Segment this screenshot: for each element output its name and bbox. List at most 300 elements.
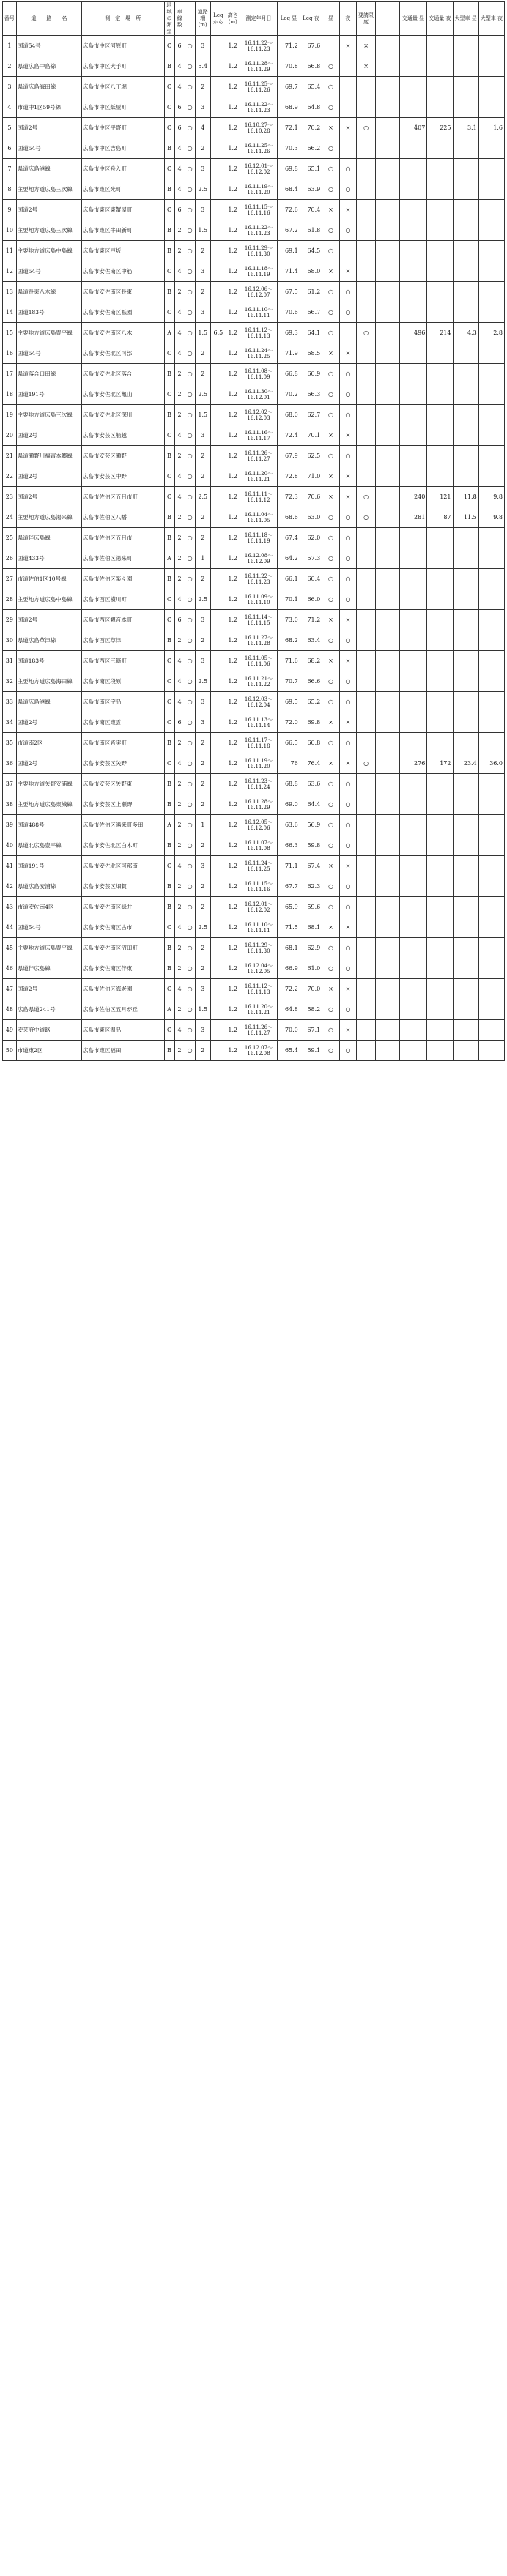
cell-road-name: 広島県道241号 [16, 999, 81, 1020]
cell-lanes: 6 [174, 200, 185, 220]
cell-traffic-night [427, 1041, 453, 1061]
cell-road-name: 国道2号 [16, 753, 81, 774]
cell-limit-status [357, 548, 376, 569]
cell-mark: ○ [185, 384, 195, 405]
cell-large-day: 4.3 [453, 323, 478, 343]
cell-category: C [164, 610, 174, 630]
cell-distance-b [210, 671, 226, 692]
cell-traffic-day [399, 630, 427, 651]
cell-traffic-day [399, 528, 427, 548]
cell-traffic-night: 214 [427, 323, 453, 343]
cell-distance-b [210, 200, 226, 220]
cell-large-night: 9.8 [478, 487, 504, 507]
cell-leq-night: 67.1 [300, 1020, 322, 1041]
cell-env-day: ○ [322, 589, 339, 610]
cell-traffic-day [399, 1020, 427, 1041]
cell-category: B [164, 835, 174, 856]
cell-lanes: 4 [174, 77, 185, 97]
table-row [3, 261, 505, 282]
cell-traffic-night [427, 610, 453, 630]
cell-blank [375, 938, 399, 958]
cell-mark: ○ [185, 897, 195, 917]
cell-blank [375, 77, 399, 97]
cell-traffic-night [427, 733, 453, 753]
cell-height: 1.2 [226, 897, 240, 917]
cell-date: 16.11.22〜16.11.23 [240, 36, 278, 56]
cell-env-night: ○ [339, 159, 356, 179]
table-row [3, 630, 505, 651]
cell-row-no: 45 [3, 938, 17, 958]
cell-traffic-night [427, 712, 453, 733]
cell-traffic-day [399, 282, 427, 302]
cell-leq-night: 76.4 [300, 753, 322, 774]
cell-height: 1.2 [226, 200, 240, 220]
cell-road-name: 国道183号 [16, 302, 81, 323]
cell-large-day [453, 589, 478, 610]
cell-large-night [478, 220, 504, 241]
cell-distance-a: 1.5 [195, 323, 210, 343]
cell-mark: ○ [185, 466, 195, 487]
cell-category: A [164, 815, 174, 835]
cell-category: B [164, 630, 174, 651]
cell-distance-b [210, 651, 226, 671]
cell-traffic-night [427, 241, 453, 261]
cell-large-night [478, 651, 504, 671]
cell-lanes: 4 [174, 979, 185, 999]
cell-date: 16.11.22〜16.11.23 [240, 97, 278, 118]
cell-leq-day: 67.9 [278, 446, 300, 466]
cell-height: 1.2 [226, 938, 240, 958]
table-row [3, 753, 505, 774]
cell-height: 1.2 [226, 589, 240, 610]
header-traffic-night: 交通量 夜 [427, 2, 453, 36]
cell-date: 16.11.27〜16.11.28 [240, 630, 278, 651]
cell-road-name: 主要地方道広島豊平線 [16, 938, 81, 958]
cell-env-night: × [339, 856, 356, 876]
cell-date: 16.11.28〜16.11.29 [240, 794, 278, 815]
cell-blank [375, 241, 399, 261]
cell-distance-a: 2 [195, 343, 210, 364]
cell-road-name: 国道488号 [16, 815, 81, 835]
cell-location: 広島市安佐南区祇園 [81, 302, 164, 323]
cell-env-day: ○ [322, 507, 339, 528]
table-row [3, 1020, 505, 1041]
cell-env-night: ○ [339, 692, 356, 712]
cell-leq-night: 65.2 [300, 692, 322, 712]
cell-traffic-day [399, 958, 427, 979]
cell-leq-night: 70.6 [300, 487, 322, 507]
cell-lanes: 4 [174, 323, 185, 343]
cell-traffic-day [399, 815, 427, 835]
cell-height: 1.2 [226, 261, 240, 282]
header-road: 道 路 名 [16, 2, 81, 36]
cell-limit-status [357, 97, 376, 118]
cell-category: C [164, 77, 174, 97]
cell-large-night [478, 692, 504, 712]
cell-category: C [164, 712, 174, 733]
cell-leq-day: 69.3 [278, 323, 300, 343]
cell-mark: ○ [185, 220, 195, 241]
cell-leq-night: 70.2 [300, 118, 322, 138]
cell-limit-status [357, 815, 376, 835]
cell-traffic-day [399, 364, 427, 384]
cell-date: 16.11.11〜16.11.12 [240, 487, 278, 507]
cell-mark: ○ [185, 938, 195, 958]
cell-distance-a: 1.5 [195, 405, 210, 425]
cell-location: 広島市安佐南区八木 [81, 323, 164, 343]
cell-category: B [164, 958, 174, 979]
cell-large-day [453, 958, 478, 979]
cell-large-day [453, 138, 478, 159]
cell-lanes: 2 [174, 241, 185, 261]
cell-env-day: ○ [322, 77, 339, 97]
cell-limit-status [357, 200, 376, 220]
cell-blank [375, 118, 399, 138]
cell-leq-night: 60.4 [300, 569, 322, 589]
cell-category: C [164, 261, 174, 282]
cell-traffic-night [427, 835, 453, 856]
cell-category: A [164, 548, 174, 569]
cell-mark: ○ [185, 753, 195, 774]
cell-mark: ○ [185, 425, 195, 446]
cell-leq-day: 72.1 [278, 118, 300, 138]
cell-limit-status: ○ [357, 507, 376, 528]
cell-traffic-night [427, 856, 453, 876]
cell-distance-a: 2 [195, 876, 210, 897]
cell-leq-night: 66.2 [300, 138, 322, 159]
cell-row-no: 39 [3, 815, 17, 835]
cell-road-name: 国道54号 [16, 343, 81, 364]
cell-location: 広島市佐伯区楽々園 [81, 569, 164, 589]
cell-leq-day: 71.9 [278, 343, 300, 364]
cell-limit-status [357, 610, 376, 630]
cell-limit-status [357, 569, 376, 589]
cell-location: 広島市東区東蟹屋町 [81, 200, 164, 220]
table-row [3, 897, 505, 917]
cell-large-day [453, 815, 478, 835]
cell-distance-b [210, 630, 226, 651]
cell-traffic-night [427, 569, 453, 589]
cell-category: B [164, 282, 174, 302]
cell-distance-a: 3 [195, 692, 210, 712]
cell-row-no: 29 [3, 610, 17, 630]
table-row [3, 200, 505, 220]
cell-distance-a: 2 [195, 241, 210, 261]
cell-leq-day: 68.2 [278, 630, 300, 651]
cell-road-name: 国道54号 [16, 917, 81, 938]
cell-lanes: 2 [174, 835, 185, 856]
cell-env-night: × [339, 118, 356, 138]
cell-leq-day: 70.2 [278, 384, 300, 405]
cell-env-day: ○ [322, 1020, 339, 1041]
cell-category: B [164, 794, 174, 815]
cell-limit-status [357, 159, 376, 179]
table-row [3, 364, 505, 384]
cell-date: 16.11.09〜16.11.10 [240, 589, 278, 610]
cell-traffic-day [399, 56, 427, 77]
cell-leq-night: 59.6 [300, 897, 322, 917]
cell-leq-night: 68.0 [300, 261, 322, 282]
cell-location: 広島市佐伯区湯来町多田 [81, 815, 164, 835]
cell-location: 広島市安芸区矢野 [81, 753, 164, 774]
cell-leq-night: 60.9 [300, 364, 322, 384]
cell-limit-status [357, 446, 376, 466]
table-row [3, 917, 505, 938]
cell-lanes: 4 [174, 589, 185, 610]
cell-large-night [478, 405, 504, 425]
cell-location: 広島市西区観音本町 [81, 610, 164, 630]
cell-leq-day: 72.4 [278, 425, 300, 446]
cell-large-day [453, 446, 478, 466]
cell-blank [375, 528, 399, 548]
cell-location: 広島市安佐北区可部 [81, 343, 164, 364]
cell-date: 16.11.05〜16.11.06 [240, 651, 278, 671]
cell-date: 16.11.29〜16.11.30 [240, 241, 278, 261]
cell-env-night: ○ [339, 364, 356, 384]
cell-limit-status [357, 261, 376, 282]
cell-large-night [478, 446, 504, 466]
cell-category: B [164, 179, 174, 200]
cell-limit-status: ○ [357, 753, 376, 774]
cell-lanes: 2 [174, 999, 185, 1020]
cell-large-day [453, 405, 478, 425]
cell-lanes: 2 [174, 405, 185, 425]
cell-env-day: × [322, 917, 339, 938]
cell-large-day [453, 548, 478, 569]
cell-traffic-night [427, 938, 453, 958]
header-distance-b: Leqから [210, 2, 226, 36]
cell-env-night: ○ [339, 876, 356, 897]
cell-env-day: × [322, 610, 339, 630]
cell-distance-b [210, 1041, 226, 1061]
cell-blank [375, 138, 399, 159]
table-row [3, 528, 505, 548]
cell-distance-b [210, 569, 226, 589]
cell-env-night: ○ [339, 671, 356, 692]
cell-road-name: 市道東2区 [16, 1041, 81, 1061]
cell-lanes: 4 [174, 753, 185, 774]
cell-large-day: 11.5 [453, 507, 478, 528]
cell-distance-a: 3 [195, 302, 210, 323]
cell-lanes: 2 [174, 897, 185, 917]
cell-mark: ○ [185, 200, 195, 220]
cell-row-no: 16 [3, 343, 17, 364]
cell-distance-b [210, 712, 226, 733]
header-large-day: 大型車 昼 [453, 2, 478, 36]
cell-row-no: 25 [3, 528, 17, 548]
cell-leq-day: 69.0 [278, 794, 300, 815]
cell-traffic-day [399, 569, 427, 589]
cell-blank [375, 876, 399, 897]
cell-env-night: ○ [339, 282, 356, 302]
cell-traffic-day [399, 405, 427, 425]
cell-distance-b [210, 36, 226, 56]
cell-date: 16.11.17〜16.11.18 [240, 733, 278, 753]
cell-height: 1.2 [226, 97, 240, 118]
cell-limit-status [357, 405, 376, 425]
cell-limit-status [357, 897, 376, 917]
table-row [3, 159, 505, 179]
cell-env-night: ○ [339, 630, 356, 651]
cell-env-night: ○ [339, 794, 356, 815]
cell-location: 広島市佐伯区海老園 [81, 979, 164, 999]
cell-row-no: 28 [3, 589, 17, 610]
cell-env-night [339, 97, 356, 118]
cell-large-night [478, 794, 504, 815]
cell-traffic-night: 225 [427, 118, 453, 138]
cell-leq-night: 62.7 [300, 405, 322, 425]
cell-location: 広島市中区八丁堀 [81, 77, 164, 97]
cell-height: 1.2 [226, 56, 240, 77]
cell-leq-day: 67.2 [278, 220, 300, 241]
cell-mark: ○ [185, 405, 195, 425]
cell-traffic-day [399, 651, 427, 671]
table-row [3, 938, 505, 958]
cell-blank [375, 794, 399, 815]
cell-leq-day: 71.1 [278, 856, 300, 876]
cell-distance-b [210, 138, 226, 159]
cell-mark: ○ [185, 97, 195, 118]
cell-row-no: 12 [3, 261, 17, 282]
cell-blank [375, 815, 399, 835]
cell-distance-a: 2 [195, 528, 210, 548]
cell-leq-night: 67.6 [300, 36, 322, 56]
cell-traffic-day: 240 [399, 487, 427, 507]
cell-lanes: 2 [174, 774, 185, 794]
cell-distance-b [210, 261, 226, 282]
cell-distance-a: 2 [195, 774, 210, 794]
cell-height: 1.2 [226, 979, 240, 999]
cell-location: 広島市佐伯区湯来町 [81, 548, 164, 569]
cell-leq-day: 72.3 [278, 487, 300, 507]
cell-row-no: 43 [3, 897, 17, 917]
cell-road-name: 県道落合口田線 [16, 364, 81, 384]
cell-lanes: 4 [174, 425, 185, 446]
cell-distance-a: 1 [195, 815, 210, 835]
cell-distance-b [210, 958, 226, 979]
cell-large-night [478, 979, 504, 999]
noise-survey-table [2, 1, 505, 1061]
table-row [3, 979, 505, 999]
cell-height: 1.2 [226, 917, 240, 938]
header-lanes: 車線数 [174, 2, 185, 36]
cell-location: 広島市安芸区矢野東 [81, 774, 164, 794]
cell-traffic-day [399, 610, 427, 630]
cell-distance-b [210, 56, 226, 77]
cell-env-night: × [339, 610, 356, 630]
cell-date: 16.12.06〜16.12.07 [240, 282, 278, 302]
cell-limit-status [357, 794, 376, 815]
cell-date: 16.11.22〜16.11.23 [240, 569, 278, 589]
cell-date: 16.11.26〜16.11.27 [240, 1020, 278, 1041]
cell-category: C [164, 97, 174, 118]
cell-traffic-night [427, 897, 453, 917]
cell-distance-b [210, 876, 226, 897]
cell-env-day: ○ [322, 958, 339, 979]
cell-lanes: 2 [174, 938, 185, 958]
cell-distance-b [210, 692, 226, 712]
cell-row-no: 48 [3, 999, 17, 1020]
header-traffic-day: 交通量 昼 [399, 2, 427, 36]
cell-lanes: 4 [174, 466, 185, 487]
cell-date: 16.11.20〜16.11.21 [240, 999, 278, 1020]
cell-distance-a: 2.5 [195, 384, 210, 405]
cell-limit-status: ○ [357, 118, 376, 138]
cell-blank [375, 323, 399, 343]
cell-leq-day: 66.1 [278, 569, 300, 589]
cell-large-day [453, 856, 478, 876]
cell-lanes: 6 [174, 610, 185, 630]
cell-env-day: ○ [322, 282, 339, 302]
cell-large-night [478, 958, 504, 979]
cell-env-night: × [339, 261, 356, 282]
cell-env-night: × [339, 487, 356, 507]
cell-mark: ○ [185, 876, 195, 897]
cell-road-name: 県道広島港線 [16, 692, 81, 712]
cell-env-night: × [339, 712, 356, 733]
cell-category: B [164, 507, 174, 528]
cell-blank [375, 651, 399, 671]
cell-large-day [453, 36, 478, 56]
cell-height: 1.2 [226, 425, 240, 446]
cell-traffic-night [427, 958, 453, 979]
cell-traffic-night [427, 548, 453, 569]
cell-limit-status [357, 917, 376, 938]
cell-limit-status [357, 302, 376, 323]
cell-leq-day: 68.9 [278, 97, 300, 118]
cell-location: 広島市南区東雲 [81, 712, 164, 733]
cell-mark: ○ [185, 630, 195, 651]
cell-date: 16.11.18〜16.11.19 [240, 528, 278, 548]
table-row [3, 958, 505, 979]
cell-distance-a: 2 [195, 794, 210, 815]
cell-leq-night: 63.0 [300, 507, 322, 528]
cell-distance-a: 2 [195, 507, 210, 528]
cell-row-no: 11 [3, 241, 17, 261]
cell-height: 1.2 [226, 712, 240, 733]
cell-date: 16.12.01〜16.12.02 [240, 159, 278, 179]
cell-blank [375, 999, 399, 1020]
cell-env-night [339, 77, 356, 97]
cell-traffic-night [427, 261, 453, 282]
cell-date: 16.11.18〜16.11.19 [240, 261, 278, 282]
cell-traffic-night [427, 528, 453, 548]
cell-traffic-day [399, 425, 427, 446]
cell-row-no: 23 [3, 487, 17, 507]
cell-road-name: 安芸府中道路 [16, 1020, 81, 1041]
cell-category: C [164, 979, 174, 999]
cell-category: C [164, 159, 174, 179]
cell-limit-status [357, 1020, 376, 1041]
cell-large-night [478, 138, 504, 159]
cell-row-no: 50 [3, 1041, 17, 1061]
cell-env-night: ○ [339, 569, 356, 589]
cell-limit-status [357, 528, 376, 548]
cell-limit-status [357, 384, 376, 405]
cell-large-night [478, 343, 504, 364]
cell-leq-night: 56.9 [300, 815, 322, 835]
cell-large-day [453, 774, 478, 794]
cell-category: C [164, 753, 174, 774]
cell-road-name: 国道2号 [16, 979, 81, 999]
cell-limit-status [357, 425, 376, 446]
cell-location: 広島市中区平野町 [81, 118, 164, 138]
cell-env-day: ○ [322, 569, 339, 589]
cell-distance-b [210, 815, 226, 835]
cell-location: 広島市安芸区上瀬野 [81, 794, 164, 815]
cell-leq-night: 62.5 [300, 446, 322, 466]
cell-traffic-night [427, 979, 453, 999]
